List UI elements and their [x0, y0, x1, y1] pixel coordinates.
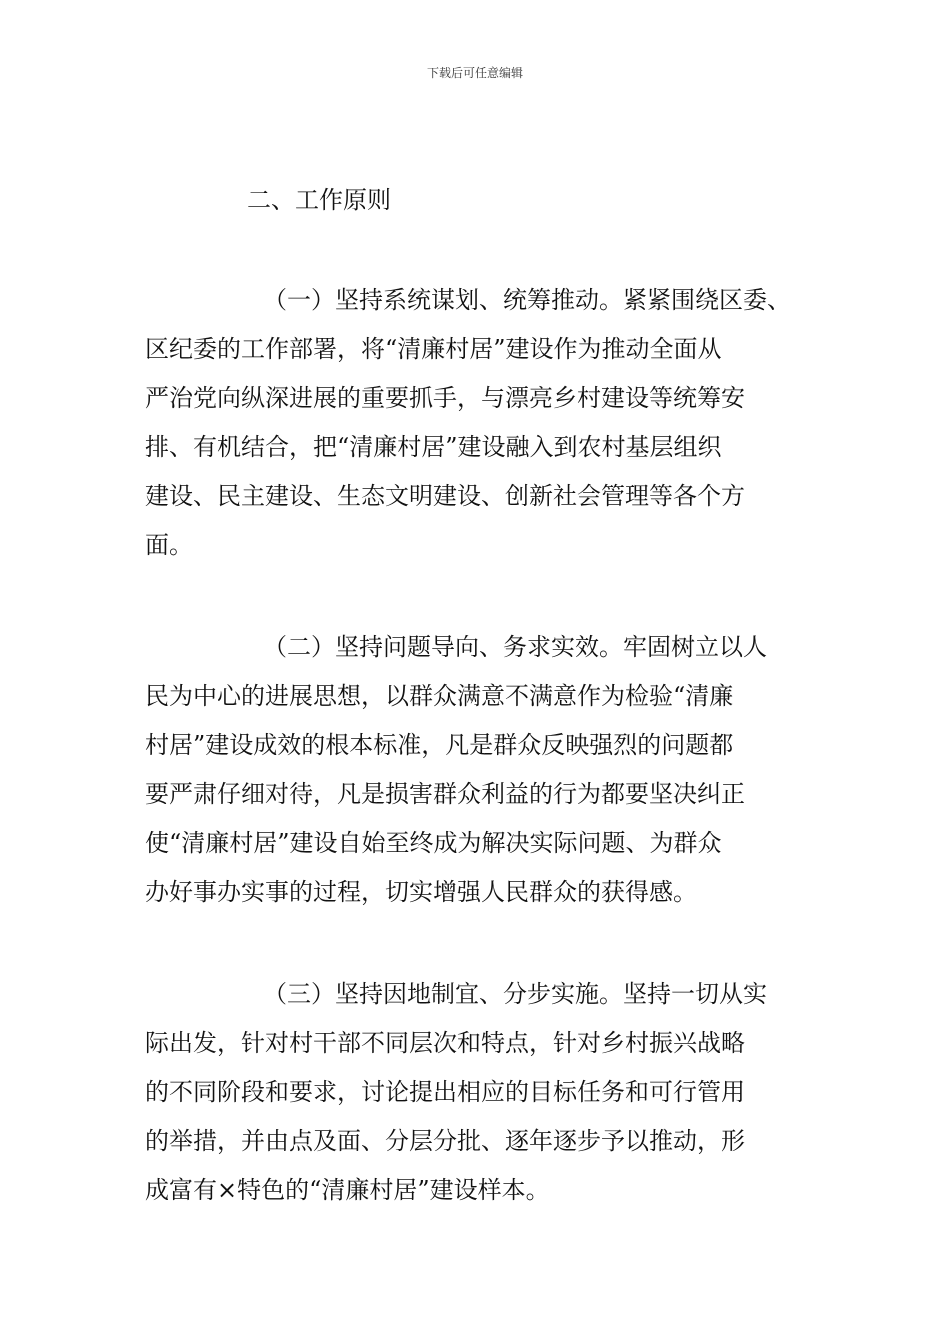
page-header: 下载后可任意编辑 [426, 66, 523, 80]
paragraph-line: 排、有机结合，把“清廉村居”建设融入到农村基层组织 [145, 433, 722, 461]
paragraph-line: 村居”建设成效的根本标准，凡是群众反映强烈的问题都 [145, 731, 734, 759]
paragraph-line: 办好事办实事的过程，切实增强人民群众的获得感。 [145, 878, 697, 906]
paragraph-line: 面。 [145, 531, 193, 559]
paragraph-line: 使“清廉村居”建设自始至终成为解决实际问题、为群众 [145, 829, 722, 857]
paragraph-1 [145, 276, 825, 570]
paragraph-line: 建设、民主建设、生态文明建设、创新社会管理等各个方 [145, 482, 745, 510]
paragraph-line: （二）坚持问题导向、务求实效。牢固树立以人 [263, 633, 767, 661]
paragraph-line: 际出发，针对村干部不同层次和特点，针对乡村振兴战略 [145, 1029, 745, 1057]
paragraph-line: 的举措，并由点及面、分层分批、逐年逐步予以推动，形 [145, 1127, 745, 1155]
paragraph-2 [145, 623, 825, 917]
paragraph-line: 区纪委的工作部署，将“清廉村居”建设作为推动全面从 [145, 335, 722, 363]
paragraph-line: 的不同阶段和要求，讨论提出相应的目标任务和可行管用 [145, 1078, 745, 1106]
paragraph-line: （一）坚持系统谋划、统筹推动。紧紧围绕区委、 [263, 286, 791, 314]
paragraph-line: （三）坚持因地制宜、分步实施。坚持一切从实 [263, 980, 767, 1008]
paragraph-line: 要严肃仔细对待，凡是损害群众利益的行为都要坚决纠正 [145, 780, 745, 808]
paragraph-line: 严治党向纵深进展的重要抓手，与漂亮乡村建设等统筹安 [145, 384, 745, 412]
paragraph-3 [145, 970, 825, 1215]
paragraph-line: 民为中心的进展思想，以群众满意不满意作为检验“清廉 [145, 682, 734, 710]
paragraph-line: 成富有×特色的“清廉村居”建设样本。 [145, 1176, 550, 1204]
section-heading: 二、工作原则 [247, 186, 391, 214]
